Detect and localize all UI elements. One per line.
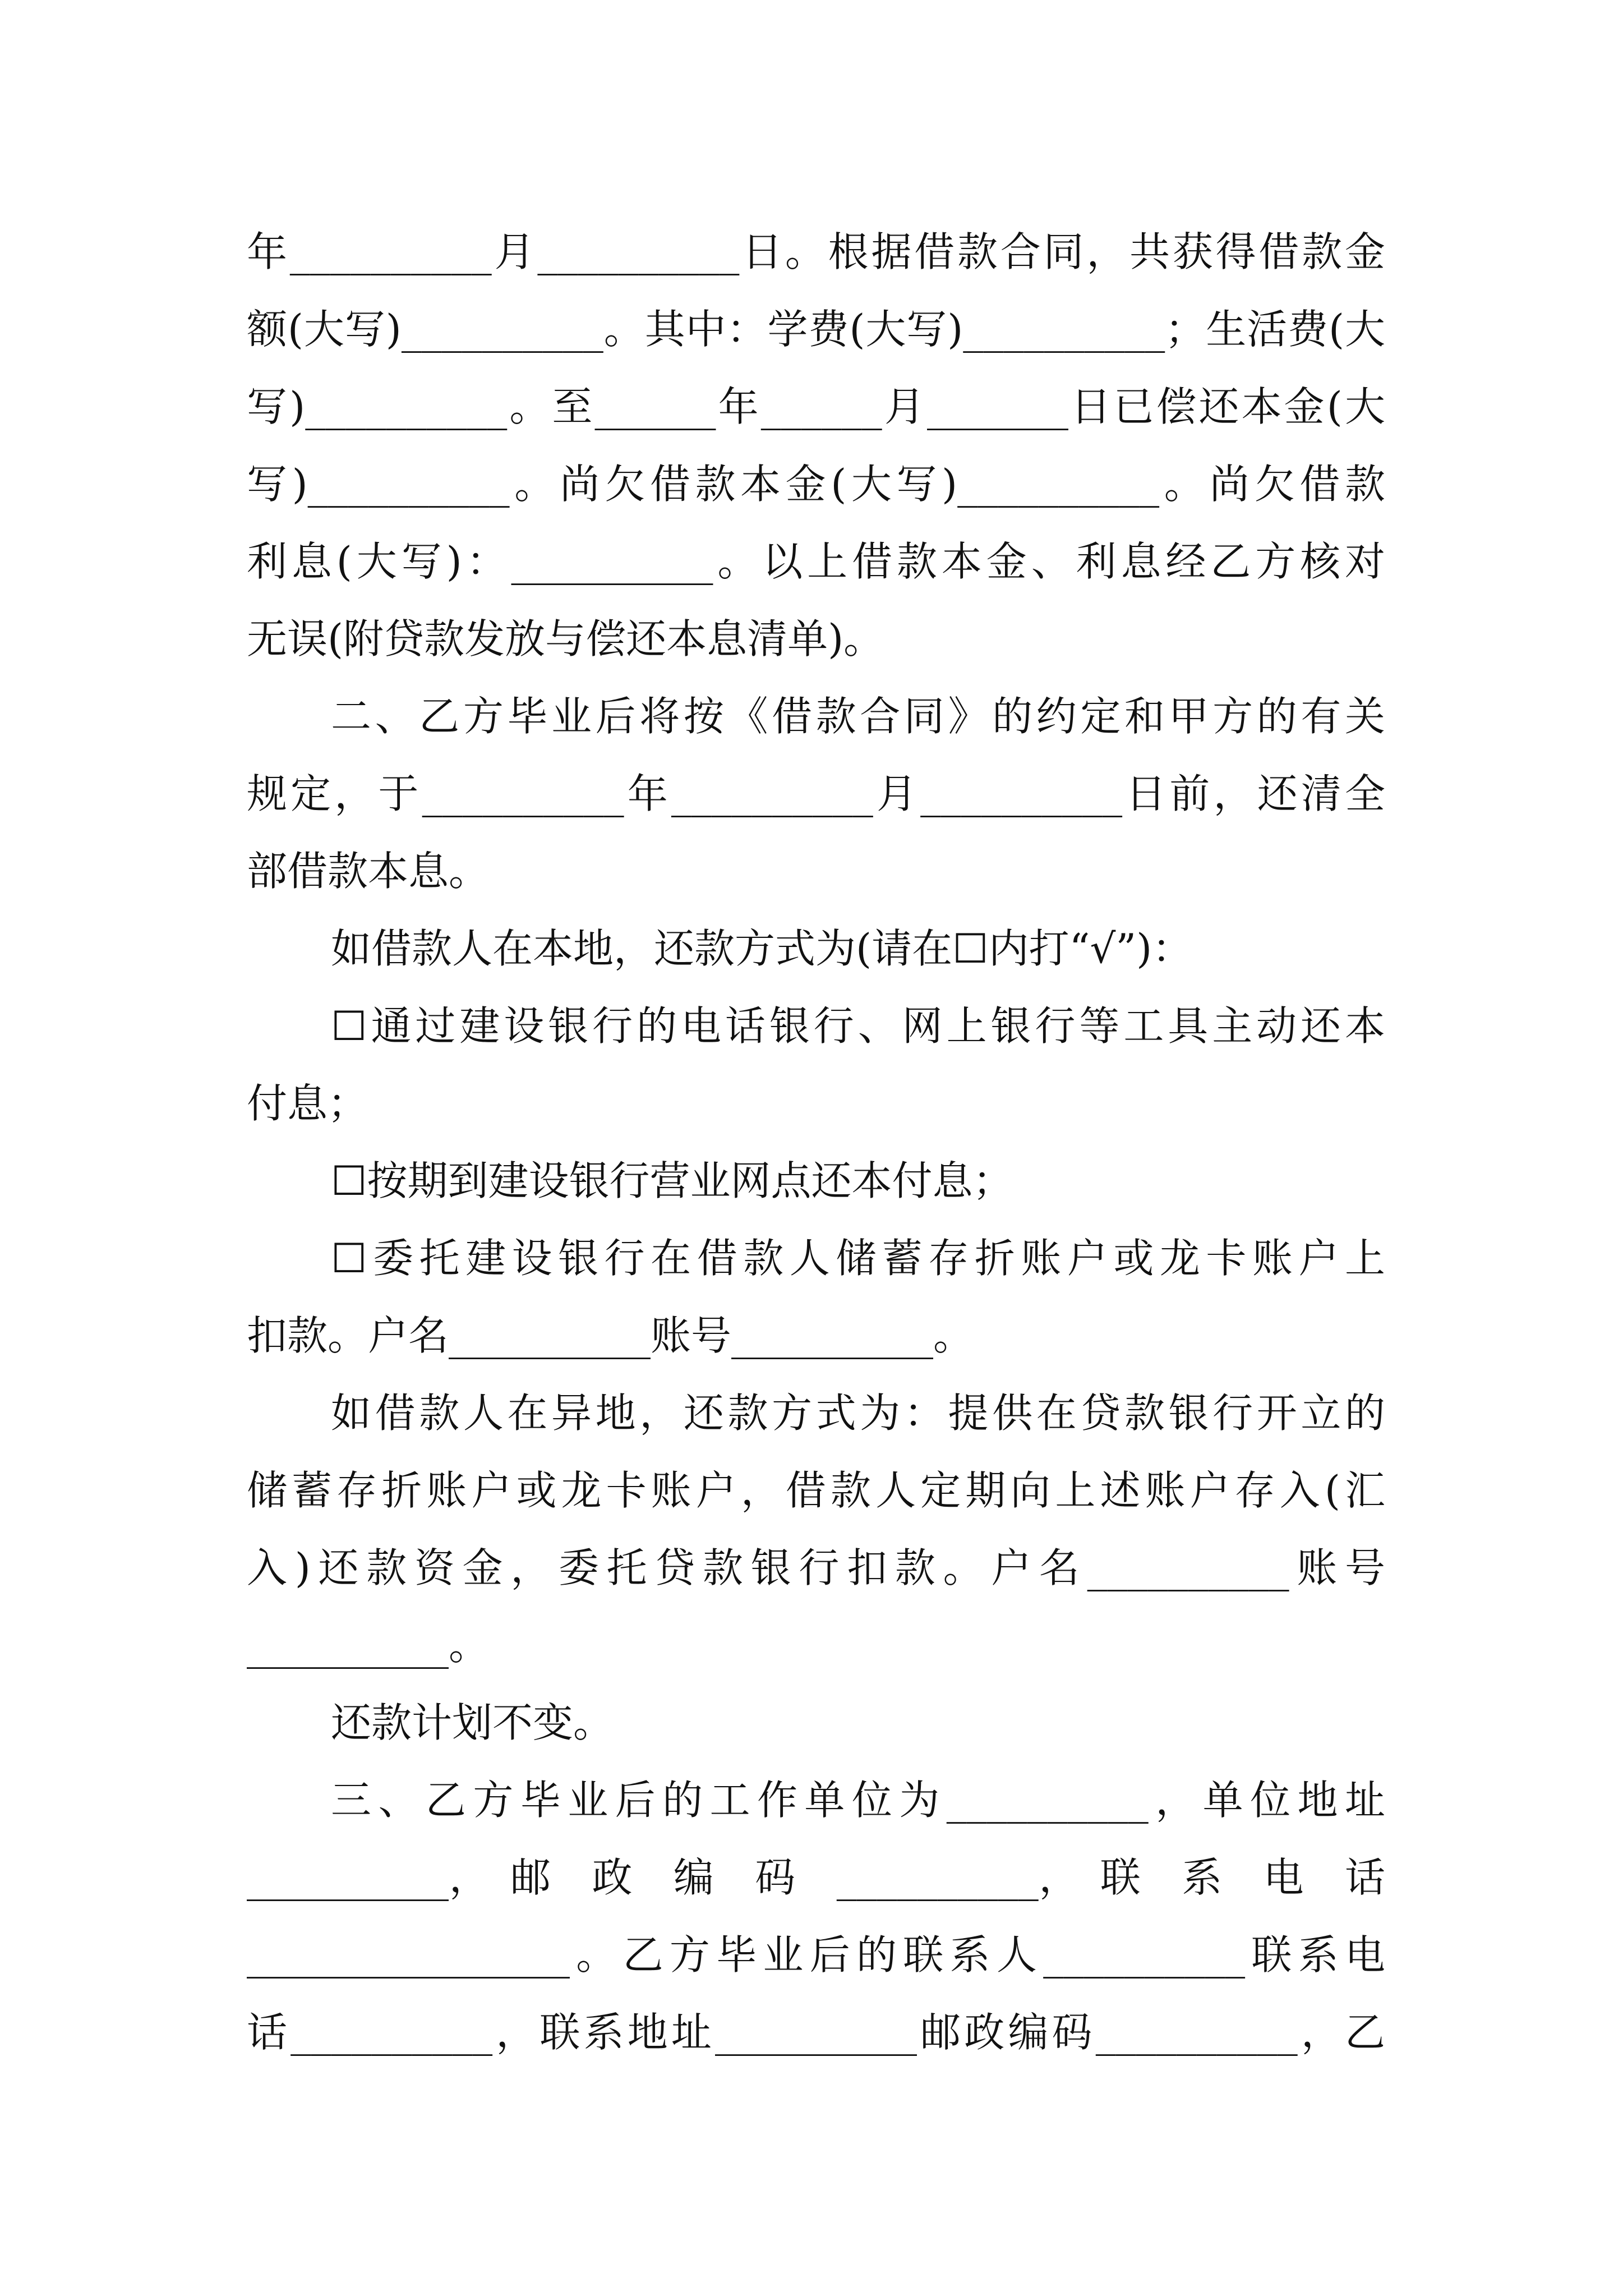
text-line: 扣款。户名__________账号__________。: [247, 1312, 974, 1359]
text-line: 付息；: [247, 1080, 368, 1127]
text-line: 无误(附贷款发放与偿还本息清单)。: [247, 615, 884, 662]
text-line: 利息(大写)：__________。以上借款本金、利息经乙方核对: [247, 538, 1385, 585]
remote-repayment-line: 如借款人在异地，还款方式为：提供在贷款银行开立的: [331, 1389, 1385, 1437]
checkbox-option-branch: ☐按期到建设银行营业网点还本付息；: [331, 1157, 1013, 1204]
text-line: 入)还款资金，委托贷款银行扣款。户名__________账号: [247, 1544, 1385, 1591]
text-line: 年__________月__________日。根据借款合同，共获得借款金: [247, 228, 1385, 275]
document-body: [247, 213, 1385, 2071]
plan-unchanged-line: 还款计划不变。: [331, 1699, 614, 1746]
text-line: ________________。乙方毕业后的联系人__________联系电: [247, 1931, 1385, 1978]
checkbox-option-auto-debit: ☐委托建设银行在借款人储蓄存折账户或龙卡账户上: [331, 1235, 1385, 1282]
text-line: 储蓄存折账户或龙卡账户，借款人定期向上述账户存入(汇: [247, 1467, 1385, 1514]
text-line: 规定，于__________年__________月__________日前，还清全: [247, 770, 1385, 817]
text-line: __________， 邮 政 编 码 __________， 联 系 电 话: [247, 1854, 1385, 1901]
text-line: __________。: [247, 1622, 490, 1669]
section-two-heading-line: 二、乙方毕业后将按《借款合同》的约定和甲方的有关: [331, 693, 1385, 740]
local-repayment-intro-line: 如借款人在本地，还款方式为(请在☐内打“√”)：: [331, 925, 1193, 972]
section-three-heading-line: 三、乙方毕业后的工作单位为__________，单位地址: [331, 1777, 1385, 1824]
text-line: 写)__________。尚欠借款本金(大写)__________。尚欠借款: [247, 461, 1385, 508]
text-line: 部借款本息。: [247, 848, 490, 895]
checkbox-option-phone-banking: ☐通过建设银行的电话银行、网上银行等工具主动还本: [331, 1002, 1385, 1050]
text-line: 话__________，联系地址__________邮政编码__________，乙: [247, 2009, 1385, 2056]
text-line: 额(大写)__________。其中：学费(大写)__________；生活费(大: [247, 306, 1385, 353]
text-line: 写)__________。至______年______月_______日已偿还本金(大: [247, 383, 1385, 430]
